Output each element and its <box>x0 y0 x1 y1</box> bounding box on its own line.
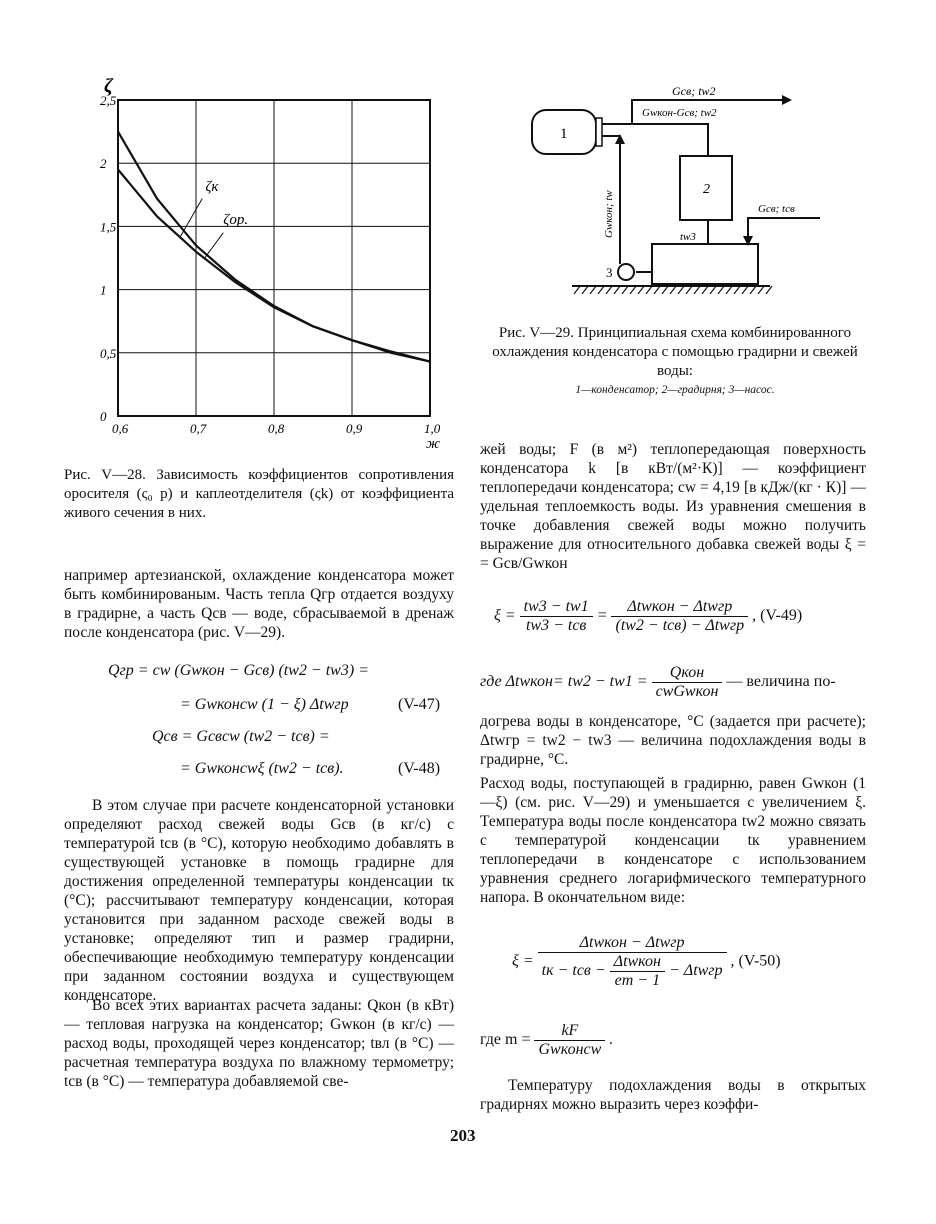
x-tick-label: 0,6 <box>112 421 129 436</box>
figure-29-legend: 1—конденсатор; 2—градирня; 3—насос. <box>575 384 775 396</box>
ground-hatch <box>726 286 732 294</box>
eq-49: ξ = $\frac{tw3 - tw1}{\text{tw3 − tсв}}$ = $\frac{\text{Δtwкон − Δtwгр}}{\text{(tw2 − tсв) − Δtwгр}}$ , (V-49) <box>494 598 803 634</box>
ground-hatch <box>710 286 716 294</box>
page-number: 203 <box>450 1126 476 1145</box>
ground-hatch <box>766 286 772 294</box>
x-axis-symbol: ж <box>426 436 440 452</box>
figure-29-diagram <box>520 78 860 298</box>
eq-48-line2: = Gwконcwξ (tw2 − tсв). <box>180 760 344 777</box>
ground-hatch <box>734 286 740 294</box>
y-tick-label: 2 <box>100 156 107 172</box>
ground-hatch <box>758 286 764 294</box>
x-tick-label: 0,9 <box>346 421 363 436</box>
ground-hatch <box>670 286 676 294</box>
ground-hatch <box>614 286 620 294</box>
flow-right-label: Gсв; tсв <box>758 203 795 215</box>
flow-mid-label: Gwкон-Gсв; tw2 <box>642 107 717 119</box>
x-tick-label: 1,0 <box>424 421 441 436</box>
curve-pointer-zeta-k <box>180 199 202 237</box>
ground-hatch <box>654 286 660 294</box>
eq-48-number: (V-48) <box>398 760 441 777</box>
ground-hatch <box>678 286 684 294</box>
flow-left-label: Gwкон; tw <box>603 190 615 238</box>
ground-hatch <box>718 286 724 294</box>
eq-48-line1: Qсв = Gсвcw (tw2 − tсв) = <box>152 728 330 745</box>
y-axis-symbol: ζ <box>104 75 113 97</box>
x-tick-label: 0,8 <box>268 421 285 436</box>
ground-hatch <box>694 286 700 294</box>
y-tick-label: 0,5 <box>100 345 117 361</box>
ground-hatch <box>742 286 748 294</box>
ground-hatch <box>662 286 668 294</box>
condenser-label: 1 <box>560 126 568 142</box>
svg-text:tw3: tw3 <box>680 231 696 243</box>
y-tick-label: 0 <box>100 409 107 424</box>
ground-hatch <box>702 286 708 294</box>
ground-hatch <box>638 286 644 294</box>
eq-delta-kon: где Δtwкон= tw2 − tw1 = $\frac{\text{Qкон}}{\text{cwGwкон}}$ — величина по- <box>480 664 836 700</box>
ground-hatch <box>574 286 580 294</box>
ground-hatch <box>686 286 692 294</box>
figure-28-chart <box>90 70 450 460</box>
figure-28-caption: Рис. V—28. Зависимость коэффициентов сопротивления оросителя (ς₀ р) и каплеотделителя (ςk) от коэффициента живого сечения в них. <box>64 467 454 521</box>
left-paragraph-3: Во всех этих вариантах расчета заданы: Qкон (в кВт) — тепловая нагрузка на конденсатор; Gwкон (в кг/с) — расход воды, проходящей через конденсатор; tвл (в °C) — расчетная температура воздуха по влажному термометру; tсв (в °C) — температура добавляемой све- <box>64 997 454 1090</box>
right-paragraph-3: догрева воды в конденсаторе, °C (задается при расчете); Δtwгр = tw2 − tw3 — величина подохлаждения воды в градирне, °C. <box>480 713 866 768</box>
ground-hatch <box>646 286 652 294</box>
flow-top-label: Gсв; tw2 <box>672 84 716 98</box>
left-paragraph-1: например артезианской, охлаждение конденсатора может быть комбинированым. Часть тепла Qгр отдается воздуху в градирне, а часть Qсв — воде, сбрасываемой в дренаж после конденсатора (рис. V—29). <box>64 567 454 641</box>
basin-shape <box>652 244 758 284</box>
y-tick-label: 1 <box>100 282 107 298</box>
eq-m: где m = $\frac{kF}{\text{Gwконcw}}$ . <box>480 1022 614 1058</box>
svg-text:3: 3 <box>606 265 613 280</box>
y-tick-label: 1,5 <box>100 219 117 235</box>
ground-hatch <box>606 286 612 294</box>
pump-shape <box>618 264 634 280</box>
right-paragraph-5: Температуру подохлаждения воды в открытых градирнях можно выразить через коэффи- <box>480 1077 866 1113</box>
right-paragraph-1: жей воды; F (в м²) теплопередающая поверхность конденсатора k [в кВт/(м²·К)] — коэффициент теплопередачи конденсатора; cw = 4,19 [в кДж/(кг · К)] — удельная теплоемкость воды. Из уравнения смешения в точке добавления свежей воды можно получить выражение для относительного добавка свежей воды ξ = = Gсв/Gwкон <box>480 441 866 572</box>
curve-label-zeta-k: ζк <box>205 179 219 196</box>
ground-hatch <box>582 286 588 294</box>
eq-47-number: (V-47) <box>398 696 441 713</box>
eq-47-line2: = Gwконcw (1 − ξ) Δtwгр <box>180 696 349 713</box>
cooling-tower-label: 2 <box>703 182 710 197</box>
eq-47-line1: Qгр = cw (Gwкон − Gсв) (tw2 − tw3) = <box>108 662 369 679</box>
curve-label-zeta-or: ζор. <box>223 211 249 228</box>
ground-hatch <box>630 286 636 294</box>
y-tick-label: 2,5 <box>100 93 117 108</box>
figure-29-caption: Рис. V—29. Принципиальная схема комбинированного охлаждения конденсатора с помощью градирни и свежей воды: <box>492 325 858 379</box>
curve-pointer-zeta-or <box>204 233 224 260</box>
x-tick-label: 0,7 <box>190 421 207 436</box>
left-paragraph-2: В этом случае при расчете конденсаторной установки определяют расход свежей воды Gсв (в кг/с) с температурой tсв (в °C), которую необходимо добавлять в существующей установке в помощь градирне для достижения определенной температуры конденсации tк (°C); рассчитывают температуру конденсации, которая установится при заданном расходе свежей воды в установке; определяют тип и размер градирни, обеспечивающие необходимую температуру конденсации при заданном состоянии воздуха и существующем конденсаторе. <box>64 797 454 1004</box>
ground-hatch <box>598 286 604 294</box>
right-paragraph-4: Расход воды, поступающей в градирню, равен Gwкон (1—ξ) (см. рис. V—29) и уменьшается с увеличением ξ. Температура воды после конденсатора tw2 можно связать с температурой конденсации tк уравнением теплопередачи в конденсаторе с использованием уравнения среднего логарифмического температурного напора. В окончательном виде: <box>480 775 866 906</box>
eq-50: ξ = Δtwкон − Δtwгр tк − tсв − $\frac{\text{Δtwкон}}{em - 1}$ − Δtwгр , (V-50) <box>512 934 781 989</box>
ground-hatch <box>750 286 756 294</box>
ground-hatch <box>622 286 628 294</box>
ground-hatch <box>590 286 596 294</box>
